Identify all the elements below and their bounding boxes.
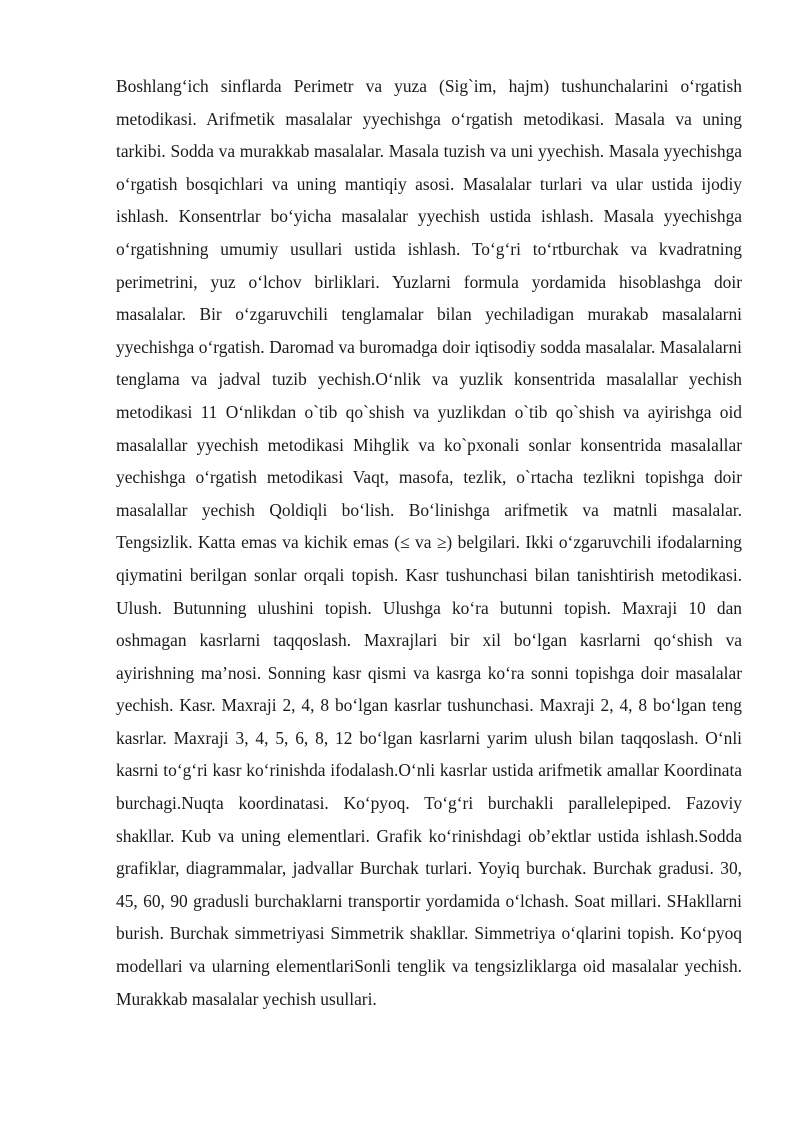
body-paragraph: Boshlang‘ich sinflarda Perimetr va yuza (Sig`im, hajm) tushunchalarini o‘rgatish metodikasi. Arifmetik masalalar yyechishga o‘rgatish metodikasi. Masala va uning tarkibi. Sodda va murakkab masalalar. Masala tuzish va uni yyechish. Masala yyechishga o‘rgatish bosqichlari va uning mantiqiy asosi. Masalalar turlari va ular ustida ijodiy ishlash. Konsentrlar bo‘yicha masalalar yyechish ustida ishlash. Masala yyechishga o‘rgatishning umumiy usullari ustida ishlash. To‘g‘ri to‘rtburchak va kvadratning perimetrini, yuz o‘lchov birliklari. Yuzlarni formula yordamida hisoblashga doir masalalar. Bir o‘zgaruvchili tenglamalar bilan yechiladigan murakab masalalarni yyechishga o‘rgatish. Daromad va buromadga doir iqtisodiy sodda masalalar. Masalalarni tenglama va jadval tuzib yechish.O‘nlik va yuzlik konsentrida masalallar yechish metodikasi 11 O‘nlikdan o`tib qo`shish va yuzlikdan o`tib qo`shish va ayirishga oid masalallar yyechish metodikasi Mihglik va ko`pxonali sonlar konsentrida masalallar yechishga o‘rgatish metodikasi Vaqt, masofa, tezlik, o`rtacha tezlikni topishga doir masalallar yechish Qoldiqli bo‘lish. Bo‘linishga arifmetik va matnli masalalar. Tengsizlik. Katta emas va kichik emas (≤ va ≥) belgilari. Ikki o‘zgaruvchili ifodalarning qiymatini berilgan sonlar orqali topish. Kasr tushunchasi bilan tanishtirish metodikasi. Ulush. Butunning ulushini topish. Ulushga ko‘ra butunni topish. Maxraji 10 dan oshmagan kasrlarni taqqoslash. Maxrajlari bir xil bo‘lgan kasrlarni qo‘shish va ayirishning ma’nosi. Sonning kasr qismi va kasrga ko‘ra sonni topishga doir masalalar yechish. Kasr. Maxraji 2, 4, 8 bo‘lgan kasrlar tushunchasi. Maxraji 2, 4, 8 bo‘lgan teng kasrlar. Maxraji 3, 4, 5, 6, 8, 12 bo‘lgan kasrlarni yarim ulush bilan taqqoslash. O‘nli kasrni to‘g‘ri kasr ko‘rinishda ifodalash.O‘nli kasrlar ustida arifmetik amallar Koordinata burchagi.Nuqta koordinatasi. Ko‘pyoq. To‘g‘ri burchakli parallelepiped. Fazoviy shakllar. Kub va uning elementlari. Grafik ko‘rinishdagi ob’ektlar ustida ishlash.Sodda grafiklar, diagrammalar, jadvallar Burchak turlari. Yoyiq burchak. Burchak gradusi. 30, 45, 60, 90 gradusli burchaklarni transportir yordamida o‘lchash. Soat millari. SHakllarni burish. Burchak simmetriyasi Simmetrik shakllar. Simmetriya o‘qlarini topish. Ko‘pyoq modellari va ularning elementlariSonli tenglik va tengsizliklarga oid masalalar yechish. Murakkab masalalar yechish usullari.	[116, 76, 742, 1009]
